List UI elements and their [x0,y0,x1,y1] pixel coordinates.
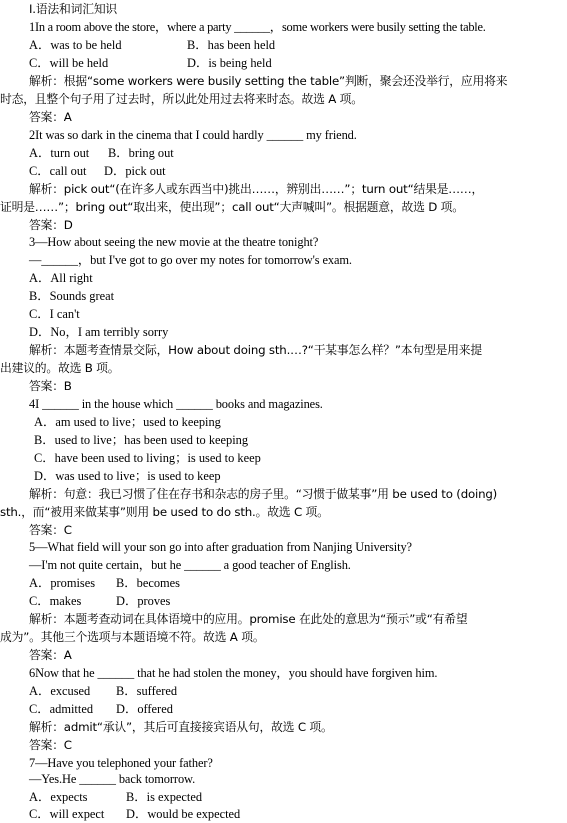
question-3-option-d: D．No，I am terribly sorry [29,325,169,339]
question-5-option-c: C．makes [29,594,82,608]
question-5-analysis-line-2: 成为”。其他三个选项与本题语境不符。故选 A 项。 [0,630,265,644]
question-7-option-c: C．will expect [29,807,105,821]
question-3-analysis-line-1: 解析：本题考查情景交际，How about doing sth.…?“干某事怎么样？”本句型是用来提 [29,343,482,357]
question-4-option-b: B．used to live；has been used to keeping [34,433,249,447]
question-5-option-a: A．promises [29,576,96,590]
question-1-stem: 1In a room above the store，where a party ______，some workers were busily setting the table. [29,20,486,34]
question-6-analysis: 解析：admit“承认”，其后可直接接宾语从句，故选 C 项。 [29,720,333,734]
question-1-answer: 答案：A [29,110,72,124]
question-6-stem: 6Now that he ______ that he had stolen the money，you should have forgiven him. [29,666,438,680]
question-2-answer: 答案：D [29,218,73,232]
section-title: Ⅰ.语法和词汇知识 [29,2,118,16]
question-1-option-c: C．will be held [29,56,109,70]
question-5-answer: 答案：A [29,648,72,662]
question-7-stem-line-2: —Yes.He ______ back tomorrow. [29,772,196,786]
question-3-analysis-line-2: 出建议的。故选 B 项。 [0,361,120,375]
question-2-option-a: A．turn out [29,146,90,160]
question-7-option-b: B．is expected [126,790,203,804]
question-2-stem: 2It was so dark in the cinema that I could hardly ______ my friend. [29,128,357,142]
question-1-analysis-line-2: 时态，且整个句子用了过去时，所以此处用过去将来时态。故选 A 项。 [0,92,363,106]
question-2-option-b: B．bring out [108,146,174,160]
question-4-analysis-line-1: 解析：句意：我已习惯了住在存书和杂志的房子里。“习惯于做某事”用 be used to (doing) [29,487,498,501]
question-1-analysis-line-1: 解析：根据“some workers were busily setting the table”判断，聚会还没举行，应用将来 [29,74,508,88]
question-4-option-d: D．was used to live；is used to keep [34,469,221,483]
question-6-option-d: D．offered [116,702,173,716]
question-7-option-d: D．would be expected [126,807,241,821]
question-2-option-d: D．pick out [104,164,166,178]
question-2-analysis-line-1: 解析：pick out“(在许多人或东西当中)挑出……，辨别出……”；turn out“结果是……， [29,182,484,196]
question-6-option-a: A．excused [29,684,91,698]
question-3-option-b: B．Sounds great [29,289,115,303]
question-3-stem: 3—How about seeing the new movie at the theatre tonight? [29,235,319,249]
question-7-stem: 7—Have you telephoned your father? [29,756,213,770]
question-4-option-a: A．am used to live；used to keeping [34,415,221,429]
question-7-option-a: A．expects [29,790,88,804]
question-4-analysis-line-2: sth.，而“被用来做某事”则用 be used to do sth.。故选 C 项。 [0,505,329,519]
question-5-option-d: D．proves [116,594,171,608]
question-6-option-b: B．suffered [116,684,178,698]
question-3-option-a: A．All right [29,271,93,285]
question-5-stem-line-2: —I'm not quite certain，but he ______ a good teacher of English. [29,558,351,572]
question-4-answer: 答案：C [29,523,72,537]
question-5-stem: 5—What field will your son go into after graduation from Nanjing University? [29,540,412,554]
question-3-stem-line-2: —______，but I've got to go over my notes for tomorrow's exam. [29,253,352,267]
question-2-analysis-line-2: 证明是……”；bring out“取出来，使出现”；call out“大声喊叫”。根据题意，故选 D 项。 [0,200,464,214]
question-6-answer: 答案：C [29,738,72,752]
question-3-option-c: C．I can't [29,307,80,321]
question-1-option-d: D．is being held [187,56,272,70]
question-2-option-c: C．call out [29,164,87,178]
question-1-option-b: B．has been held [187,38,276,52]
question-4-option-c: C．have been used to living；is used to keep [34,451,261,465]
question-6-option-c: C．admitted [29,702,94,716]
question-1-option-a: A．was to be held [29,38,122,52]
question-5-analysis-line-1: 解析：本题考查动词在具体语境中的应用。promise 在此处的意思为“预示”或“有希望 [29,612,468,626]
question-4-stem: 4I ______ in the house which ______ books and magazines. [29,397,323,411]
question-5-option-b: B．becomes [116,576,181,590]
question-3-answer: 答案：B [29,379,72,393]
